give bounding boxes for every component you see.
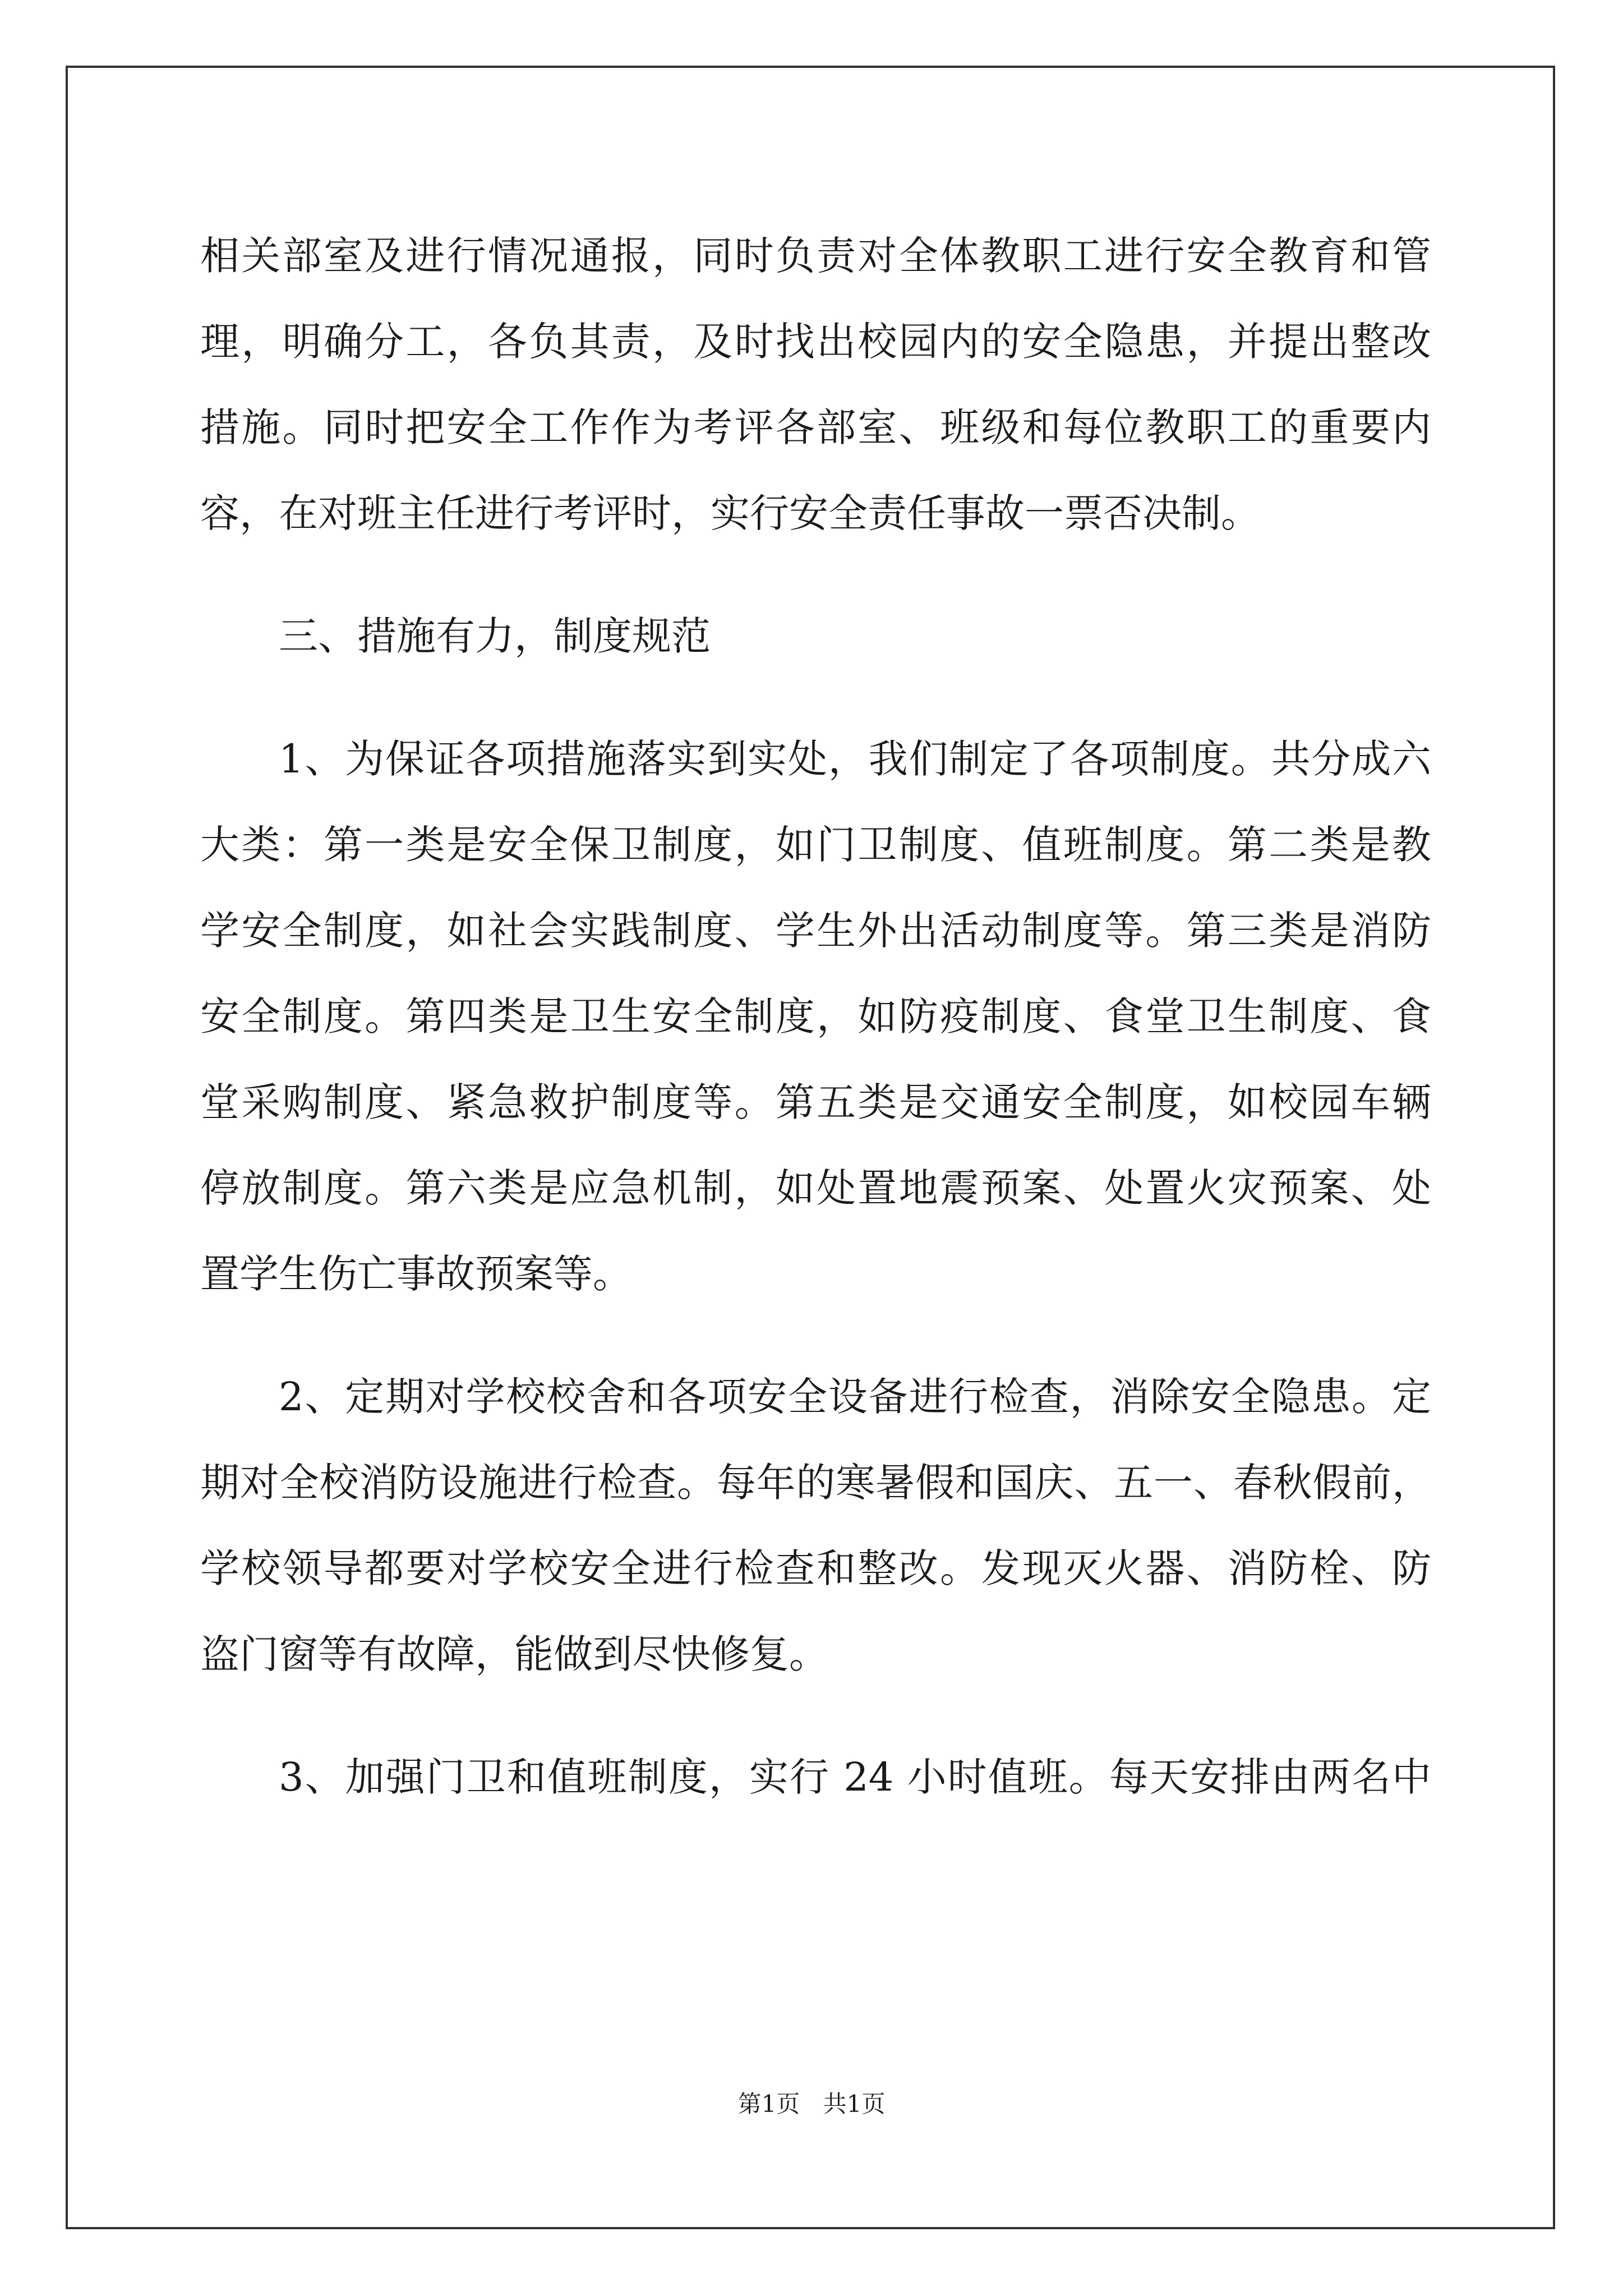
paragraph-item-2: [200, 1354, 1431, 1697]
text-line: 置学生伤亡事故预案等。: [200, 1251, 632, 1297]
text-line: 停放制度。第六类是应急机制，如处置地震预案、处置火灾预案、处: [200, 1165, 1431, 1211]
section-heading: [200, 593, 1431, 679]
paragraph-item-1: [200, 716, 1431, 1317]
text-line: 措施。同时把安全工作作为考评各部室、班级和每位教职工的重要内: [200, 404, 1431, 450]
text-line: 1、为保证各项措施落实到实处，我们制定了各项制度。共分成六: [279, 736, 1431, 782]
heading-text: 三、措施有力，制度规范: [279, 613, 711, 659]
text-line: 堂采购制度、紧急救护制度等。第五类是交通安全制度，如校园车辆: [200, 1079, 1431, 1125]
text-line: 容，在对班主任进行考评时，实行安全责任事故一票否决制。: [200, 490, 1260, 536]
page-footer: [0, 2086, 1623, 2119]
document-body: [200, 213, 1431, 1857]
text-line: 理，明确分工，各负其责，及时找出校园内的安全隐患，并提出整改: [200, 319, 1431, 365]
paragraph-continuation: [200, 213, 1431, 556]
text-line: 安全制度。第四类是卫生安全制度，如防疫制度、食堂卫生制度、食: [200, 993, 1431, 1039]
text-line: 大类：第一类是安全保卫制度，如门卫制度、值班制度。第二类是教: [200, 822, 1431, 868]
text-line: 期对全校消防设施进行检查。每年的寒暑假和国庆、五一、春秋假前，: [200, 1460, 1431, 1506]
text-line: 学安全制度，如社会实践制度、学生外出活动制度等。第三类是消防: [200, 908, 1431, 954]
page-number: 第1页: [737, 2090, 800, 2118]
page-total: 共1页: [823, 2090, 886, 2118]
text-line: 2、定期对学校校舍和各项安全设备进行检查，消除安全隐患。定: [279, 1374, 1431, 1420]
paragraph-item-3: [200, 1734, 1431, 1820]
text-line: 3、加强门卫和值班制度，实行 24 小时值班。每天安排由两名中: [279, 1754, 1431, 1800]
text-line: 相关部室及进行情况通报，同时负责对全体教职工进行安全教育和管: [200, 233, 1431, 279]
text-line: 盗门窗等有故障，能做到尽快修复。: [200, 1631, 828, 1677]
text-line: 学校领导都要对学校安全进行检查和整改。发现灭火器、消防栓、防: [200, 1545, 1431, 1591]
